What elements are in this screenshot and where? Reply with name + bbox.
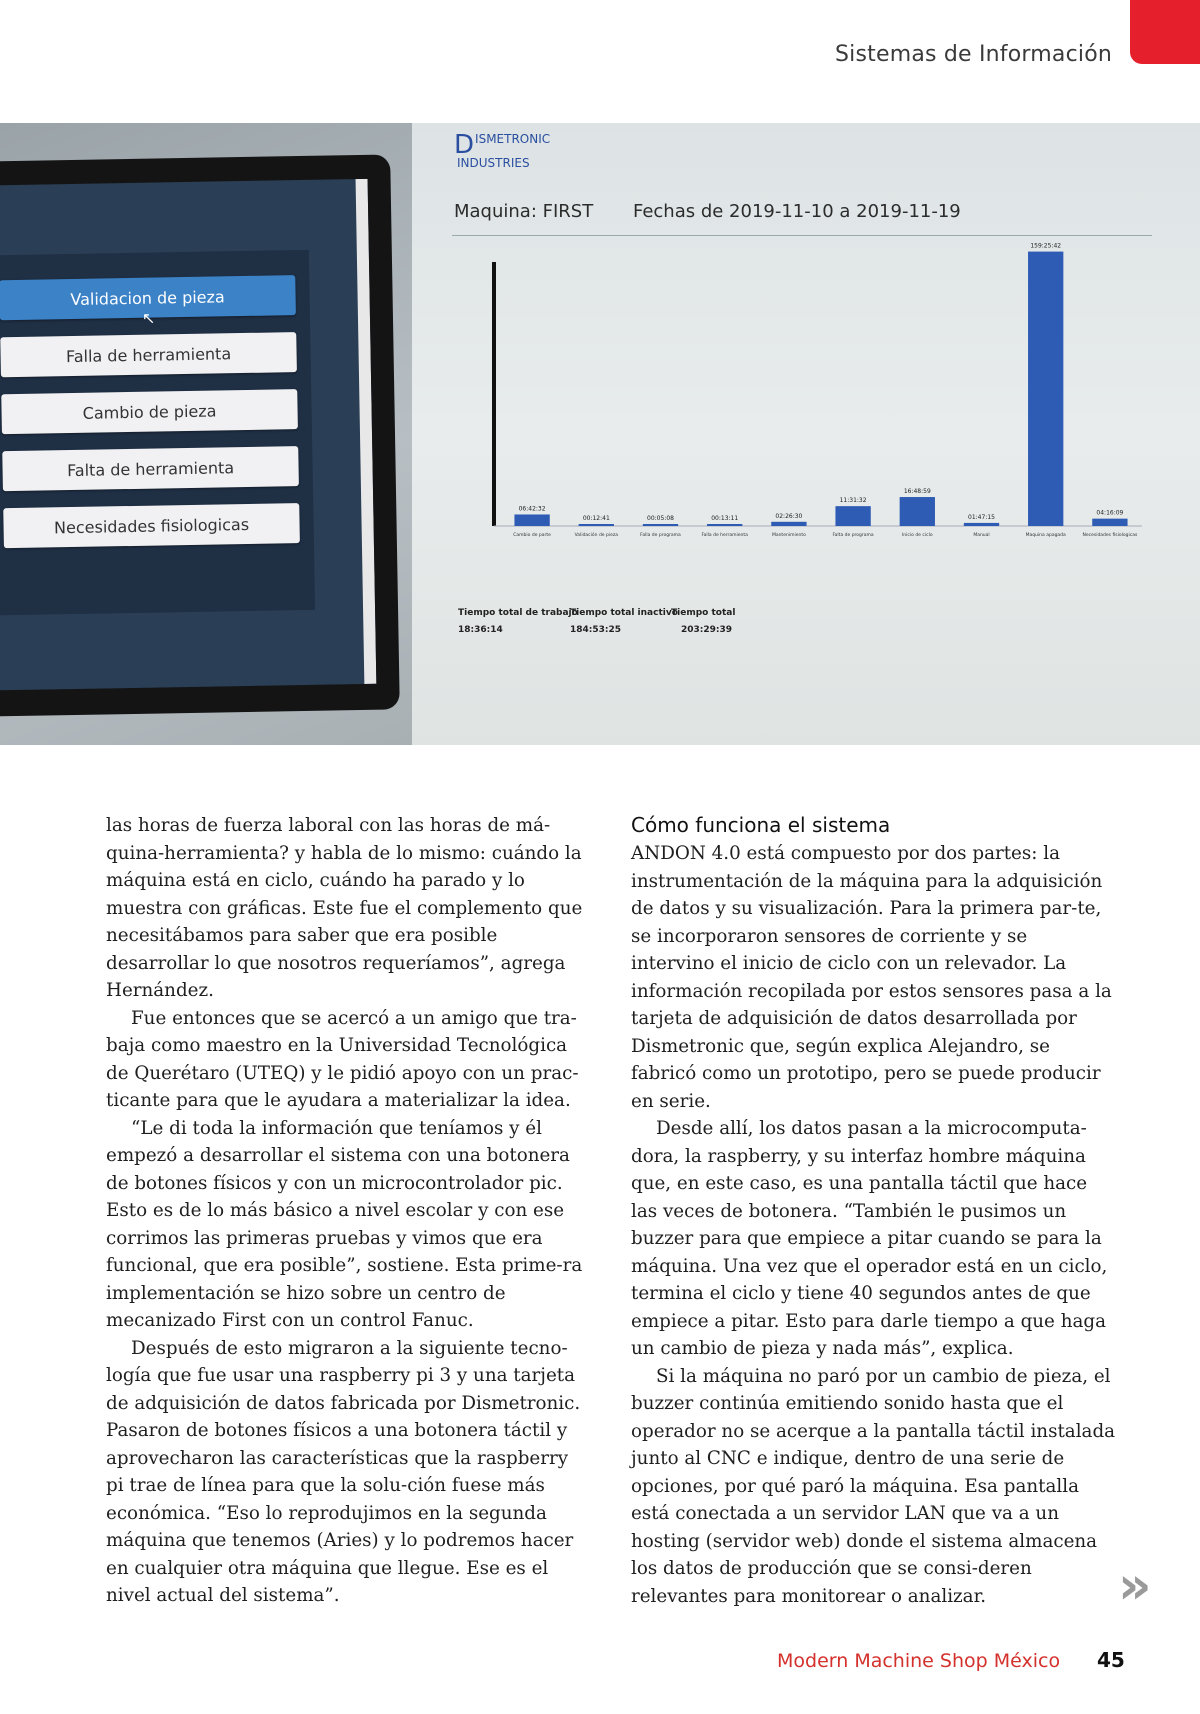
chart-data-label: 04:16:09 xyxy=(1096,509,1124,517)
chart-bar xyxy=(964,523,999,526)
article-photo xyxy=(0,123,1200,745)
menu-button-validacion: Validacion de pieza xyxy=(0,275,296,320)
chart-bar xyxy=(900,497,935,526)
menu-button-necesidades: Necesidades fisiologicas xyxy=(3,503,300,548)
chart-bar xyxy=(579,524,614,526)
chart-data-label: 00:12:41 xyxy=(582,515,610,522)
section-title: Sistemas de Información xyxy=(835,42,1112,67)
publication-name: Modern Machine Shop México xyxy=(777,1650,1061,1672)
left-paragraph-4: Después de esto migraron a la siguiente tecno-logía que fue usar una raspberry pi 3 y una tarjeta de adquisición de datos fabricada por Dismetronic. Pasaron de botones físicos a una botonera táctil y aprovecharon las características que la raspberry pi trae de línea para que la solu-ción fuese más económica. “Eso lo reprodujimos en la segunda máquina que tenemos (Aries) y lo podremos hacer en cualquier otra máquina que llegue. Ese es el nivel actual del sistema”. xyxy=(106,1337,581,1606)
tablet-menu-panel xyxy=(0,250,315,615)
double-chevron-right-icon: » xyxy=(1118,1556,1152,1616)
chart-bar xyxy=(643,524,678,526)
machine-label: Maquina: FIRST xyxy=(454,201,594,222)
chart-bar xyxy=(707,524,742,526)
chart-data-label: 00:05:08 xyxy=(647,515,674,522)
section-color-tab xyxy=(1130,0,1200,64)
chart-data-label: 00:13:11 xyxy=(711,515,739,522)
chart-data-label: 16:48:59 xyxy=(903,488,931,496)
chart-data-label: 06:42:32 xyxy=(518,505,546,513)
left-paragraph-2: Fue entonces que se acercó a un amigo que tra-baja como maestro en la Universidad Tecnológica de Querétaro (UTEQ) y le pidió apoyo con un prac-ticante para que le ayudara a materializar la idea. xyxy=(106,1007,579,1111)
right-paragraph-1: ANDON 4.0 está compuesto por dos partes: la instrumentación de la máquina para la adquisición de datos y su visualización. Para la primera par-te, se incorporaron sensores de corriente y se intervino el inicio de ciclo con un relevador. La información recopilada por estos sensores pasa a la tarjeta de adquisición de datos desarrollada por Dismetronic que, según explica Alejandro, se fabricó como un prototipo, pero se puede producir en serie. xyxy=(631,843,1112,1112)
page-number: 45 xyxy=(1097,1648,1125,1672)
menu-button-falta-herramienta: Falta de herramienta xyxy=(2,446,299,491)
pointer-cursor-icon: ↖ xyxy=(141,310,156,328)
left-paragraph-3: “Le di toda la información que teníamos y él empezó a desarrollar el sistema con una botonera de botones físicos y con un microcontrolador pic. Esto es de lo más básico a nivel escolar y con ese corrimos las primeras pruebas y vimos que era funcional, que era posible”, sostiene. Esta prime-ra implementación se hizo sobre un centro de mecanizado First con un control Fanuc. xyxy=(106,1117,583,1331)
right-paragraph-2: Desde allí, los datos pasan a la microcomputa-dora, la raspberry, y su interfaz hombre máquina que, en este caso, es una pantalla táctil que hace las veces de botonera. “También le pusimos un buzzer para que empiece a pitar cuando se para la máquina. Una vez que el operador está en un ciclo, termina el ciclo y tiene 40 segundos antes de que empiece a pitar. Esto para darle tiempo a que haga un cambio de pieza y nada más”, explica. xyxy=(631,1118,1108,1359)
total-time-label: Tiempo total xyxy=(671,608,736,618)
chart-bar xyxy=(835,506,870,526)
left-column xyxy=(106,812,586,1610)
tablet-photo xyxy=(0,123,412,745)
chart-data-label: 01:47:15 xyxy=(968,513,995,521)
chart-data-label: 02:26:30 xyxy=(775,512,803,520)
tablet-scrollbar xyxy=(356,179,377,684)
menu-button-falla-herramienta: Falla de herramienta xyxy=(0,332,297,377)
chart-bar xyxy=(1028,252,1063,526)
dismetronic-logo: DISMETRONIC INDUSTRIES xyxy=(454,130,551,170)
chart-data-label: 159:25:42 xyxy=(1030,242,1062,250)
chart-bar xyxy=(1092,519,1127,526)
chart-category-label: Falla de programa xyxy=(640,533,681,538)
chart-category-label: Mantenimiento xyxy=(771,533,806,538)
downtime-chart-svg xyxy=(452,236,1152,562)
chart-bar xyxy=(771,522,806,526)
downtime-chart xyxy=(452,235,1152,562)
menu-button-cambio-pieza: Cambio de pieza xyxy=(1,389,298,434)
right-column xyxy=(631,812,1116,1610)
total-inactive-value: 184:53:25 xyxy=(570,625,622,635)
left-paragraph-1: las horas de fuerza laboral con las horas de má-quina-herramienta? y habla de lo mismo: cuándo la máquina está en ciclo, cuándo ha parado y lo muestra con gráficas. Este fue el complemento que necesitábamos para saber que era posible desarrollar lo que nosotros requeríamos”, agrega Hernández. xyxy=(106,815,583,1001)
total-inactive-label: Tiempo total inactivo xyxy=(570,608,678,618)
total-work-label: Tiempo total de trabajo xyxy=(458,608,578,618)
chart-category-label: Maquina apagada xyxy=(1025,533,1066,538)
total-work-value: 18:36:14 xyxy=(458,625,503,635)
chart-category-label: Validación de pieza xyxy=(574,533,619,538)
report-header xyxy=(454,201,995,222)
tablet-device xyxy=(0,154,400,716)
chart-bar xyxy=(514,514,549,526)
chart-category-label: Falta de programa xyxy=(832,533,874,538)
chart-data-label: 11:31:32 xyxy=(839,497,867,505)
total-time-value: 203:29:39 xyxy=(681,625,733,635)
chart-category-label: Manual xyxy=(973,533,990,538)
report-screen-photo xyxy=(412,123,1200,745)
dates-label: Fechas de 2019-11-10 a 2019-11-19 xyxy=(632,201,961,222)
chart-category-label: Inicio de ciclo xyxy=(901,533,933,538)
chart-category-label: Cambio de parte xyxy=(513,533,551,538)
chart-category-label: Necesidades fisiologicas xyxy=(1082,533,1138,538)
chart-category-label: Falla de herramienta xyxy=(701,533,748,538)
tablet-screen xyxy=(0,179,376,691)
section-subheading: Cómo funciona el sistema xyxy=(631,813,891,837)
right-paragraph-3: Si la máquina no paró por un cambio de pieza, el buzzer continúa emitiendo sonido hasta que el operador no se acerque a la pantalla táctil instalada junto al CNC e indique, dentro de una serie de opciones, por qué paró la máquina. Esa pantalla está conectada a un servidor LAN que va a un hosting (servidor web) donde el sistema almacena los datos de producción que se consi-deren relevantes para monitorear o analizar. xyxy=(631,1365,1116,1607)
